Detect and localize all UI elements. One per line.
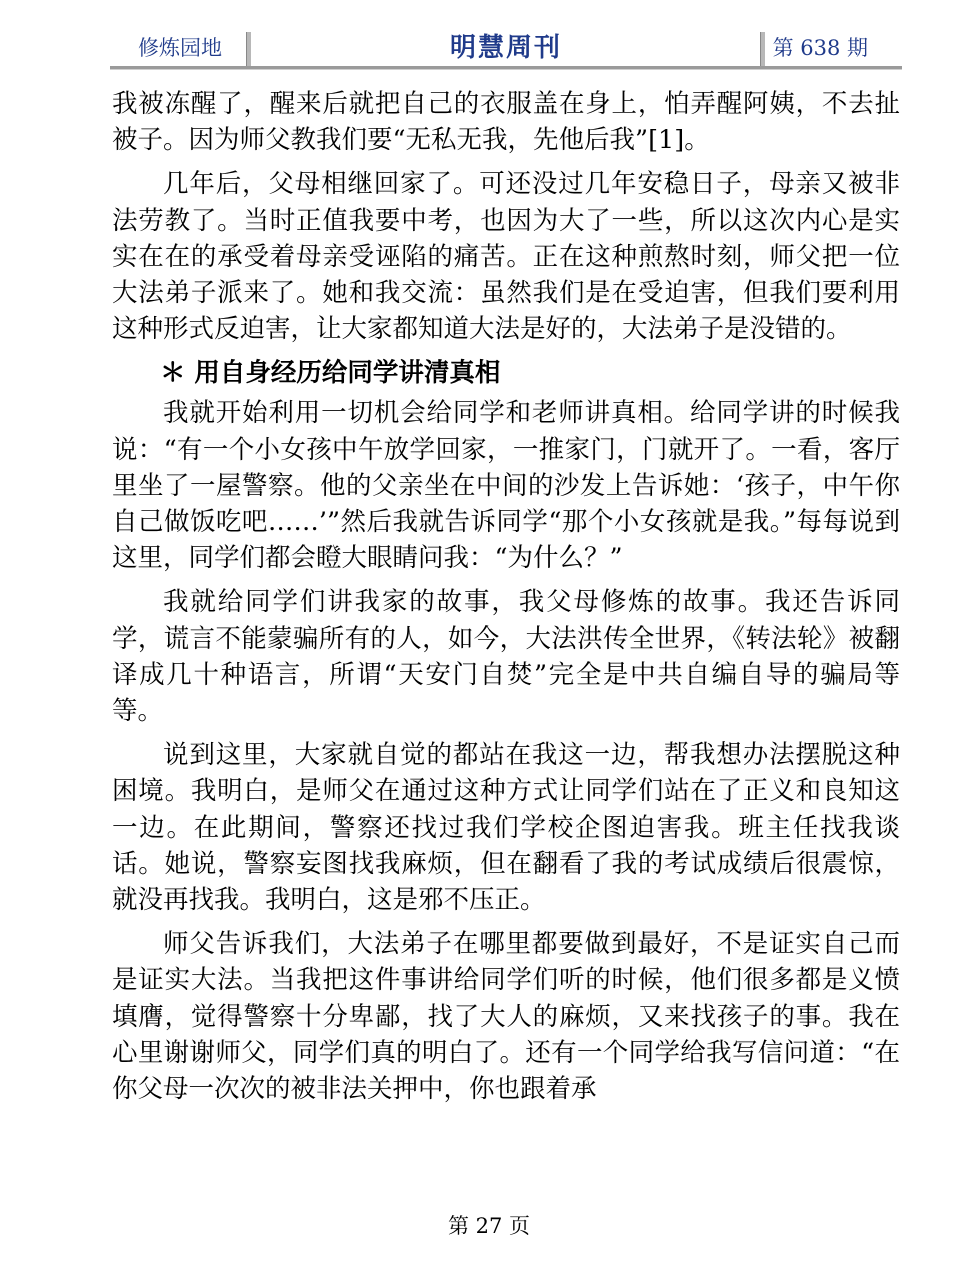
paragraph: 说到这里，大家就自觉的都站在我这一边，帮我想办法摆脱这种困境。我明白，是师父在通过这种方式让同学们站在了正义和良知这一边。在此期间，警察还找过我们学校企图迫害我。班主任找我谈话。她说，警察妄图找我麻烦，但在翻看了我的考试成绩后很震惊，就没再找我。我明白，这是邪不压正。 bbox=[112, 740, 900, 916]
header-divider bbox=[760, 32, 765, 66]
paragraph: 我被冻醒了，醒来后就把自己的衣服盖在身上，怕弄醒阿姨，不去扯被子。因为师父教我们要“无私无我，先他后我”[1]。 bbox=[112, 89, 900, 156]
paragraph: 我就开始利用一切机会给同学和老师讲真相。给同学讲的时候我说：“有一个小女孩中午放学回家，一推家门，门就开了。一看，客厅里坐了一屋警察。他的父亲坐在中间的沙发上告诉她：‘孩子，中午你自己做饭吃吧……’”然后我就告诉同学“那个小女孩就是我。”每每说到这里，同学们都会瞪大眼睛问我：“为什么？” bbox=[112, 398, 900, 574]
paragraph: 几年后，父母相继回家了。可还没过几年安稳日子，母亲又被非法劳教了。当时正值我要中考，也因为大了一些，所以这次内心是实实在在的承受着母亲受诬陷的痛苦。正在这种煎熬时刻，师父把一位大法弟子派来了。她和我交流：虽然我们是在受迫害，但我们要利用这种形式反迫害，让大家都知道大法是好的，大法弟子是没错的。 bbox=[112, 169, 900, 345]
issue-number: 第 638 期 bbox=[772, 36, 868, 60]
section-label: 修炼园地 bbox=[138, 36, 222, 60]
page-number: 第 27 页 bbox=[447, 1214, 531, 1238]
header-rule bbox=[110, 66, 902, 70]
section-heading: ＊ 用自身经历给同学讲清真相 bbox=[160, 358, 501, 389]
page-header bbox=[110, 24, 902, 68]
paragraph: 师父告诉我们，大法弟子在哪里都要做到最好，不是证实自己而是证实大法。当我把这件事讲给同学们听的时候，他们很多都是义愤填膺，觉得警察十分卑鄙，找了大人的麻烦，又来找孩子的事。我在心里谢谢师父，同学们真的明白了。还有一个同学给我写信问道：“在你父母一次次的被非法关押中，你也跟着承 bbox=[112, 929, 900, 1105]
publication-title: 明慧周刊 bbox=[449, 33, 562, 63]
paragraph: 我就给同学们讲我家的故事，我父母修炼的故事。我还告诉同学，谎言不能蒙骗所有的人，如今，大法洪传全世界，《转法轮》被翻译成几十种语言，所谓“天安门自焚”完全是中共自编自导的骗局等等。 bbox=[112, 587, 900, 727]
article-body bbox=[112, 86, 900, 1115]
